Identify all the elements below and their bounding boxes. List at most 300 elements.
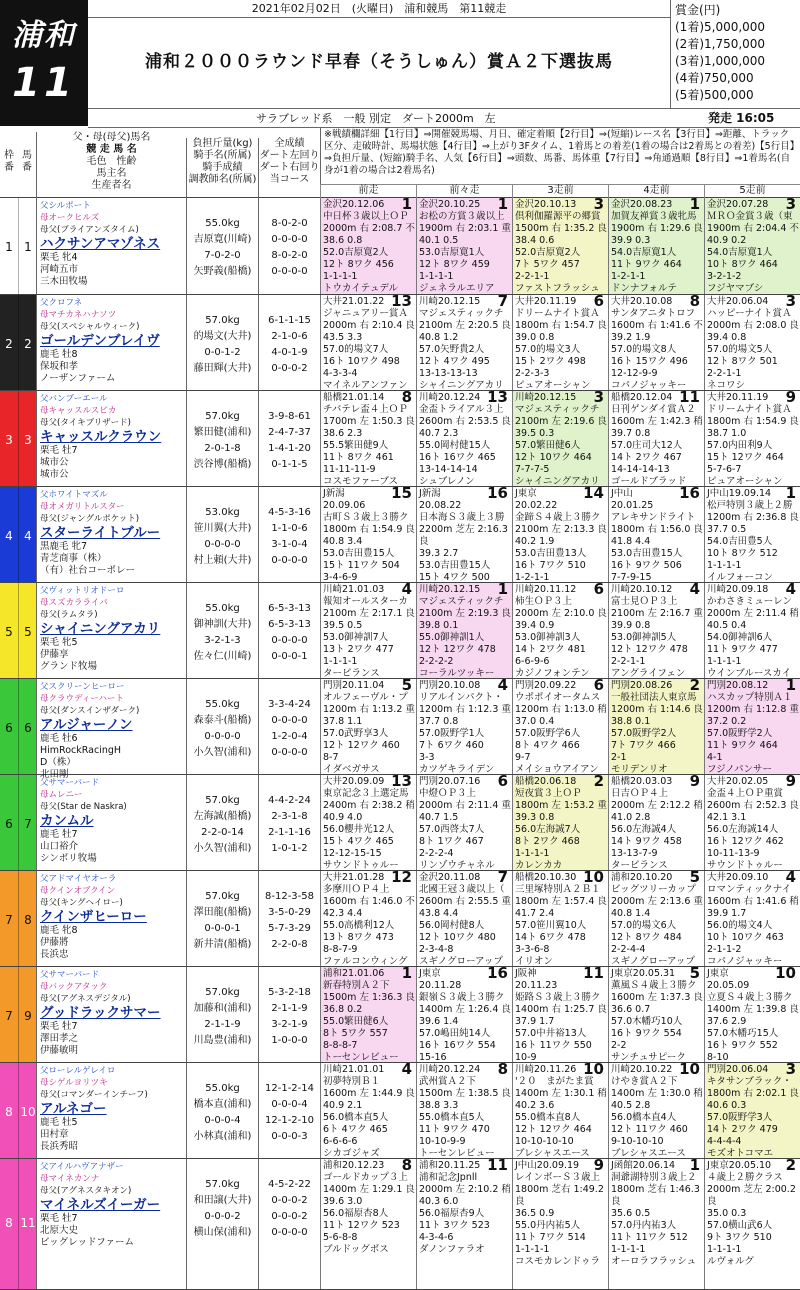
record-info xyxy=(258,295,320,390)
finish-position: 11 xyxy=(583,967,604,982)
jockey-info xyxy=(186,487,258,582)
breeder: （有）社台コーポレー xyxy=(40,565,136,576)
record-line: 0-0-0-2 xyxy=(271,1211,308,1222)
finish-position: 16 xyxy=(679,487,700,502)
past-race-line: 良 xyxy=(419,536,429,547)
jockey-line: 繁田健(浦和) xyxy=(193,427,252,438)
past-race-line: 2600m 右 2:55.5 重 xyxy=(419,896,511,907)
record-line: 0-0-0-1 xyxy=(271,651,308,662)
past-race-line: 1-1-1-1 xyxy=(323,271,358,282)
past-race-line: 富士見ＯＰ３上 xyxy=(611,596,678,607)
past-race-line: 15ト 2ワク 498 xyxy=(515,356,586,367)
past-race-line: 36.5 0.9 xyxy=(515,1208,555,1219)
past-race-line: 2000m 右 2:08.0 良 xyxy=(707,320,799,331)
jockey-info xyxy=(186,391,258,486)
horse-number-value: 11 xyxy=(20,1216,36,1231)
past-race-line: 1200m 右 1:13.2 重 xyxy=(323,704,415,715)
col-horse-1: 父・母(母父)馬名 xyxy=(72,132,151,143)
past-race-line: 57.0的場文5人 xyxy=(707,344,773,355)
col-past-3: 3走前 xyxy=(512,184,608,198)
finish-position: 6 xyxy=(593,295,604,310)
past-race-line: 57.0繁田健6人 xyxy=(515,440,581,451)
past-race-line: 松戸特別３歳上２勝 xyxy=(707,500,793,511)
record-line: 2-2-0-8 xyxy=(271,939,308,950)
past-race-line: モズオトコマエ xyxy=(707,1148,774,1158)
record-line: 0-0-0-2 xyxy=(271,1195,308,1206)
waku-number xyxy=(0,583,18,678)
coat-sex-age: 栗毛 牡7 xyxy=(40,445,78,456)
past-race-line: 金沢20.11.08 xyxy=(419,872,481,883)
record-line: 0-1-1-5 xyxy=(271,459,308,470)
past-race-line: 5-7-6-7 xyxy=(707,464,742,475)
past-race-line: 浦和20.11.25 xyxy=(419,1160,481,1171)
past-race-line: 2-2 xyxy=(611,1040,627,1051)
finish-position: 5 xyxy=(689,967,700,982)
past-race xyxy=(416,967,512,1062)
jockey-line: 笹川翼(大井) xyxy=(193,523,252,534)
past-race-line: 2000m 右 2:10.4 良 xyxy=(323,320,415,331)
record-line: 8-0-2-0 xyxy=(271,218,308,229)
past-race xyxy=(704,967,800,1062)
past-race xyxy=(512,391,608,486)
record-info xyxy=(258,198,320,294)
past-race-line: トウカイテュデル xyxy=(323,283,398,294)
past-race-line: 9-10-10-10 xyxy=(611,1136,664,1147)
past-race-line: 43.8 4.4 xyxy=(419,908,459,919)
horse-name[interactable]: ゴールデンブレイヴ xyxy=(40,333,160,349)
past-race-line: 55.0高橋利12人 xyxy=(323,920,395,931)
coat-sex-age: 栗毛 牡7 xyxy=(40,1021,78,1032)
past-race-line: 39.9 1.7 xyxy=(707,908,747,919)
past-race-line: 40.2 3.6 xyxy=(515,1100,555,1111)
past-race-line: 1800m 右 1:54.9 良 xyxy=(323,524,415,535)
jockey-line: 御神訓(大井) xyxy=(193,619,252,630)
past-race-line: 2-2-1-1 xyxy=(515,271,550,282)
past-race-line: 16ト 15ワク 496 xyxy=(611,356,688,367)
past-race-line: 門別20.10.08 xyxy=(419,680,481,691)
past-race-line: 2100m 左 2:20.5 良 xyxy=(419,320,511,331)
record-info xyxy=(258,1159,320,1289)
horse-name[interactable]: シャイニングアカリ xyxy=(40,621,161,637)
past-race-line: 10ト 8ワク 464 xyxy=(707,259,778,270)
past-race-line: 36.6 0.7 xyxy=(611,1004,651,1015)
col-horse-5: 生産者名 xyxy=(91,180,132,191)
horse-number xyxy=(18,679,36,774)
past-race-line: 5-6-8-8 xyxy=(323,1232,358,1243)
past-race-line: 20.02.22 xyxy=(515,500,558,511)
breeder: D（株） xyxy=(40,757,76,768)
past-race-line: 4-3-4-6 xyxy=(419,1232,454,1243)
waku-value: 1 xyxy=(5,240,13,255)
past-race xyxy=(416,295,512,390)
jockey-line: 吉原寛(川崎) xyxy=(193,234,252,245)
horse-name[interactable]: スターライトブルー xyxy=(40,525,161,541)
past-race-line: 54.0吉田豊5人 xyxy=(707,536,773,547)
past-race-line: 1200m 右 2:36.8 良 xyxy=(707,512,799,523)
waku-value: 4 xyxy=(5,528,13,543)
past-race xyxy=(320,583,416,678)
finish-position: 1 xyxy=(689,198,700,213)
past-race-line: 13-13-13-13 xyxy=(419,368,478,379)
waku-number xyxy=(0,679,18,774)
past-race xyxy=(416,871,512,966)
past-race-line: カレンカカ xyxy=(515,860,563,870)
past-race-line: 16ト 7ワク 510 xyxy=(515,560,586,571)
past-race-line: 門別20.08.12 xyxy=(707,680,769,691)
dam-sire: 母父(キングヘイロー) xyxy=(40,898,123,908)
past-race-line: 1-1-1-1 xyxy=(611,1244,646,1255)
past-race-line: 船橋20.10.30 xyxy=(515,872,577,883)
sire: 父ヴィットリオドーロ xyxy=(40,586,125,596)
jockey-line: 57.0kg xyxy=(205,411,240,422)
horse-row xyxy=(0,583,800,679)
past-race-line: 2-1 xyxy=(611,752,627,763)
past-race-line: 16ト 12ワク 462 xyxy=(707,836,784,847)
past-race-line: 7-7-9-15 xyxy=(611,572,652,582)
col-past-1: 前走 xyxy=(320,184,416,198)
past-race-line: ウポポイオータムス xyxy=(515,692,601,703)
past-race-line: 2000m 左 2:10.0 良 xyxy=(515,608,607,619)
past-race-line: けやき賞Ａ２下 xyxy=(611,1076,678,1087)
past-race-line: J新潟 xyxy=(323,488,345,499)
col-horse xyxy=(36,132,186,198)
record-line: 2-1-1-16 xyxy=(268,827,311,838)
past-race-line: J東京20.05.10 xyxy=(707,1160,772,1171)
jockey-line: 加藤和(浦和) xyxy=(193,1003,252,1014)
past-race-line: 1-2-1-1 xyxy=(611,271,646,282)
past-race-line: ネコワシ xyxy=(707,380,746,390)
past-race-line: 56.0的場文4人 xyxy=(707,920,773,931)
past-race-line: 42.3 4.4 xyxy=(323,908,363,919)
past-race-line: 3-3 xyxy=(419,752,435,763)
horse-number xyxy=(18,871,36,966)
jockey-line: 小久智(浦和) xyxy=(193,843,252,854)
past-race-line: フジノパンサー xyxy=(707,764,772,774)
past-race-line: ダノンファラオ xyxy=(419,1244,485,1255)
prize-5: (5着)500,000 xyxy=(675,88,754,102)
record-line: 0-0-0-0 xyxy=(271,555,308,566)
past-race-line: 41.7 2.4 xyxy=(515,908,555,919)
past-race-line: 39.6 1.4 xyxy=(419,1016,459,1027)
breeder: 伊藤敏明 xyxy=(40,1045,79,1056)
past-race-line: 1200m 右 1:14.6 良 xyxy=(611,704,703,715)
horse-name[interactable]: キャッスルクラウン xyxy=(40,429,162,445)
horse-name[interactable]: マイネルズイーガー xyxy=(40,1197,161,1213)
past-race-line: 38.8 3.3 xyxy=(419,1100,459,1111)
past-race-line: 金沢20.10.25 xyxy=(419,199,481,210)
finish-position: 13 xyxy=(391,295,412,310)
finish-position: 4 xyxy=(401,583,412,598)
past-race xyxy=(512,198,608,294)
waku-value: 3 xyxy=(5,432,13,447)
past-race-line: 古町Ｓ３歳上３勝ク xyxy=(323,512,409,523)
finish-position: 8 xyxy=(401,1159,412,1174)
horse-name[interactable]: クインザヒーロー xyxy=(40,909,147,925)
finish-position: 6 xyxy=(593,679,604,694)
record-line: 6-5-3-13 xyxy=(268,603,311,614)
past-race-line: 銀嶺Ｓ３歳上３勝ク xyxy=(419,992,505,1003)
past-race xyxy=(512,1063,608,1158)
record-line: 0-0-0-0 xyxy=(271,715,308,726)
past-race-line: 12ト 8ワク 456 xyxy=(323,259,394,270)
past-race-line: J東京 xyxy=(707,968,729,979)
past-race-line: 20.01.25 xyxy=(611,500,654,511)
owner: 田村章 xyxy=(40,1129,69,1140)
record-line: 3-3-4-24 xyxy=(268,699,311,710)
past-race-line: ウインブルースカイ xyxy=(707,668,792,678)
horse-name[interactable]: グッドラックサマー xyxy=(40,1005,161,1021)
past-race-line: 1500m 左 1:38.5 良 xyxy=(419,1088,511,1099)
past-race-line: 40.1 0.5 xyxy=(419,235,459,246)
finish-position: 5 xyxy=(689,871,700,886)
jockey-info xyxy=(186,871,258,966)
past-race-line: 1600m 左 1:44.9 良 xyxy=(323,1088,415,1099)
past-race-line: 1-1-1-1 xyxy=(707,1244,742,1255)
finish-position: 9 xyxy=(689,775,700,790)
horse-info xyxy=(36,198,186,294)
horse-number-value: 2 xyxy=(24,336,32,351)
jockey-line: 渋谷博(船橋) xyxy=(193,459,252,470)
horse-name[interactable]: アルネゴー xyxy=(40,1101,107,1117)
past-race-line: イリオン xyxy=(515,956,553,966)
past-race-line: 1600m 右 1:46.0 不 xyxy=(323,896,415,907)
jockey-line: 57.0kg xyxy=(205,891,240,902)
record-line: 0-0-0-0 xyxy=(271,266,308,277)
past-race-line: 2200m 芝左 2:16.3 xyxy=(419,524,508,535)
record-line: 2-4-7-37 xyxy=(268,427,311,438)
past-race-line: 6-6-9-6 xyxy=(515,656,550,667)
past-race-line: 38.6 0.8 xyxy=(323,235,363,246)
record-line: 1-0-0-0 xyxy=(271,1035,308,1046)
past-race xyxy=(608,967,704,1062)
past-race-line: 柿生ＯＰ３上 xyxy=(515,596,573,607)
past-race xyxy=(416,198,512,294)
owner: 保坂和孝 xyxy=(40,361,79,372)
finish-position: 6 xyxy=(593,583,604,598)
past-race-line: 三里塚特別Ａ２Ｂ１ xyxy=(515,884,601,895)
past-race-line: 13-14-14-14 xyxy=(419,464,478,475)
record-line: 1-1-0-6 xyxy=(271,523,308,534)
jockey-line: 小林真(浦和) xyxy=(193,1131,252,1142)
past-race-line: 大井20.11.19 xyxy=(515,296,577,307)
past-race-line: 2-3-4-8 xyxy=(419,944,454,955)
conditions-text: サラブレッド系 一般 別定 ダート2000m 左 xyxy=(256,112,496,125)
past-race-line: 56.0櫻井光12人 xyxy=(323,824,395,835)
past-race-line: 42.1 3.1 xyxy=(707,812,747,823)
past-race-line: 1600m 右 1:41.6 不 xyxy=(611,320,703,331)
jockey-line: 2-0-1-8 xyxy=(204,443,241,454)
past-race-line: 55.0御神訓1人 xyxy=(419,632,485,643)
past-race-line: 1600m 右 1:41.6 稍 xyxy=(707,896,799,907)
horse-info xyxy=(36,775,186,870)
horse-name[interactable]: ハクサンアマゾネス xyxy=(40,236,161,252)
past-race-line: 2-2-2-2 xyxy=(419,656,454,667)
record-line: 1-4-1-20 xyxy=(268,443,311,454)
past-race-line: 川崎20.11.26 xyxy=(515,1064,577,1075)
finish-position: 9 xyxy=(593,1159,604,1174)
past-race-line: オルフェーヴル・プ xyxy=(323,692,408,703)
finish-position: 2 xyxy=(593,775,604,790)
past-race-line: 日吉ＯＰ４上 xyxy=(611,788,669,799)
past-race-line: 40.8 1.2 xyxy=(419,332,459,343)
waku-number xyxy=(0,295,18,390)
col-past-5: 5走前 xyxy=(704,184,800,198)
past-race-line: J新潟 xyxy=(419,488,441,499)
horse-number-value: 4 xyxy=(24,528,32,543)
past-race-line: 12-12-15-15 xyxy=(323,848,382,859)
finish-position: 8 xyxy=(401,391,412,406)
dam-sire: 母父(ダンスインザダーク) xyxy=(40,706,140,716)
past-race-line: 2-2-4-4 xyxy=(611,944,646,955)
past-race-line: J中山20.09.19 xyxy=(515,1160,580,1171)
past-race-line: 1400m 右 1:25.7 良 xyxy=(515,1004,607,1015)
past-race-line: 12ト 10ワク 464 xyxy=(515,452,592,463)
jockey-line: 57.0kg xyxy=(205,987,240,998)
past-race-line: 浦和20.12.23 xyxy=(323,1160,385,1171)
past-race-line: 13ト 8ワク 473 xyxy=(323,932,394,943)
past-race-line: 門別20.06.04 xyxy=(707,1064,769,1075)
col-record xyxy=(258,138,320,198)
past-race xyxy=(320,198,416,294)
past-race xyxy=(320,1063,416,1158)
past-race-line: 57.0笹川翼10人 xyxy=(515,920,587,931)
waku-number xyxy=(0,871,18,966)
past-race-line: 1800m 芝右 1:46.3 xyxy=(611,1184,700,1195)
past-race-line: 43.5 3.3 xyxy=(323,332,363,343)
past-race-line: ビッグツリーカップ xyxy=(611,884,696,895)
past-race xyxy=(416,775,512,870)
finish-position: 15 xyxy=(391,487,412,502)
finish-position: 4 xyxy=(785,583,796,598)
past-race-line: 12ト 12ワク 464 xyxy=(515,1124,592,1135)
past-race-line: ハスカップ特別Ａ１ xyxy=(707,692,793,703)
past-race-line: 37.6 2.9 xyxy=(707,1016,747,1027)
jockey-info xyxy=(186,583,258,678)
waku-value: 5 xyxy=(5,624,13,639)
horse-number-value: 1 xyxy=(24,240,32,255)
jockey-line: 3-2-1-3 xyxy=(204,635,241,646)
past-race-line: 39.5 0.5 xyxy=(323,620,363,631)
finish-position: 3 xyxy=(593,198,604,213)
past-race-line: コパノジャッキー xyxy=(707,956,783,966)
past-race-line: 54.0吉原寛1人 xyxy=(707,247,773,258)
past-race-line: 16ト 16ワク 554 xyxy=(419,1040,496,1051)
past-race xyxy=(512,1159,608,1289)
past-race-line: 14ト 2ワク 467 xyxy=(611,452,682,463)
horse-name[interactable]: アルジャーノン xyxy=(40,717,133,733)
past-race-line: 多摩川ＯＰ４上 xyxy=(323,884,390,895)
finish-position: 13 xyxy=(487,391,508,406)
col-weight xyxy=(186,138,258,198)
owner: 伊藤將 xyxy=(40,937,69,948)
past-race-line: 57.0阪野学6人 xyxy=(515,728,581,739)
past-race-line: ピュアオーシャン xyxy=(515,380,591,390)
past-race-line: ロマンティックナイ xyxy=(707,884,792,895)
finish-position: 14 xyxy=(583,487,604,502)
past-race-line: 14ト 2ワク 481 xyxy=(515,644,586,655)
record-line: 4-5-3-16 xyxy=(268,507,311,518)
past-race-line: 57.0阪野学1人 xyxy=(419,728,485,739)
past-race-line: 2100m 左 2:16.7 重 xyxy=(611,608,703,619)
past-race-line: 1400m 左 1:29.1 良 xyxy=(323,1184,415,1195)
past-race-line: ＭＲＯ金賞３歳（東 xyxy=(707,211,793,222)
past-race-line: ジャニュアリー賞Ａ xyxy=(323,308,408,319)
past-race xyxy=(320,967,416,1062)
jockey-line: 55.0kg xyxy=(205,699,240,710)
past-race-line: 11ト 8ワク 461 xyxy=(323,452,394,463)
past-race-line: 9ト 3ワク 510 xyxy=(707,1232,772,1243)
past-race xyxy=(608,871,704,966)
finish-position: 4 xyxy=(689,583,700,598)
record-line: 3-9-8-61 xyxy=(268,411,311,422)
record-line: 6-1-1-15 xyxy=(268,315,311,326)
past-race-line: かわさきミューレン xyxy=(707,596,792,607)
past-race-line: 39.3 2.7 xyxy=(419,548,459,559)
past-race-line: 2100m 左 2:19.6 良 xyxy=(515,416,607,427)
col-weight-1: 負担斤量(kg) xyxy=(192,138,253,149)
past-race-line: メイショウアイアン xyxy=(515,764,599,774)
past-race-line: 1200m 右 1:12.8 重 xyxy=(707,704,799,715)
record-line: 0-0-0-0 xyxy=(271,635,308,646)
past-race-line: 40.3 6.0 xyxy=(419,1196,459,1207)
past-race xyxy=(608,391,704,486)
past-race-line: 浦和20.10.20 xyxy=(611,872,673,883)
race-header xyxy=(0,0,800,108)
horse-name[interactable]: カンムル xyxy=(40,813,94,829)
horse-number xyxy=(18,295,36,390)
past-race-line: 1700m 左 1:50.3 良 xyxy=(323,416,415,427)
jockey-line: 55.0kg xyxy=(205,218,240,229)
finish-position: 10 xyxy=(583,871,604,886)
past-race-line: 7ト 6ワク 460 xyxy=(419,740,484,751)
past-race-line: 11ト 7ワク 514 xyxy=(515,1232,586,1243)
jockey-line: 55.0kg xyxy=(205,603,240,614)
past-race xyxy=(512,967,608,1062)
past-race-line: シュブレノン xyxy=(419,476,475,486)
record-line: 0-0-0-0 xyxy=(271,747,308,758)
col-horse-2: 競 走 馬 名 xyxy=(86,144,137,155)
past-race-line: 40.5 0.4 xyxy=(707,620,747,631)
past-race-line: リンゾウチャネル xyxy=(419,860,495,870)
past-race-line: 10-11-13-9 xyxy=(707,848,760,859)
record-line: 12-1-2-14 xyxy=(265,1083,314,1094)
past-race-line: 53.0御神訓3人 xyxy=(515,632,581,643)
finish-position: 1 xyxy=(785,487,796,502)
past-race-line: 一般社団法人東京馬 xyxy=(611,692,697,703)
past-race-line: 57.0庄司大12人 xyxy=(611,440,683,451)
past-race-line: J東京 xyxy=(515,488,537,499)
past-race-line: 40.6 0.3 xyxy=(707,1100,747,1111)
past-race-line: 報知オールスターカ xyxy=(323,596,408,607)
record-line: 3-1-0-4 xyxy=(271,539,308,550)
past-race xyxy=(704,295,800,390)
past-race-line: 56.0左海誠7人 xyxy=(515,824,581,835)
past-race-line: 大井20.11.19 xyxy=(707,392,769,403)
past-race-line: J函館20.06.14 xyxy=(611,1160,676,1171)
coat-sex-age: 栗毛 牝5 xyxy=(40,637,78,648)
past-race-line: スギノグローアップ xyxy=(419,956,503,966)
past-race-line: 40.7 1.5 xyxy=(419,812,459,823)
waku-value: 6 xyxy=(5,720,13,735)
past-race-line: 55.0丹内祐5人 xyxy=(515,1220,581,1231)
horse-info xyxy=(36,1063,186,1158)
waku-number xyxy=(0,1159,18,1289)
past-race-line: 12-12-9-9 xyxy=(611,368,658,379)
past-race-line: 55.0繁田健6人 xyxy=(323,1016,389,1027)
past-race-line: トーセンレビュー xyxy=(419,1148,495,1158)
past-race-line: 35.6 0.5 xyxy=(611,1208,651,1219)
past-race-line: 53.0吉田豊15人 xyxy=(323,548,395,559)
